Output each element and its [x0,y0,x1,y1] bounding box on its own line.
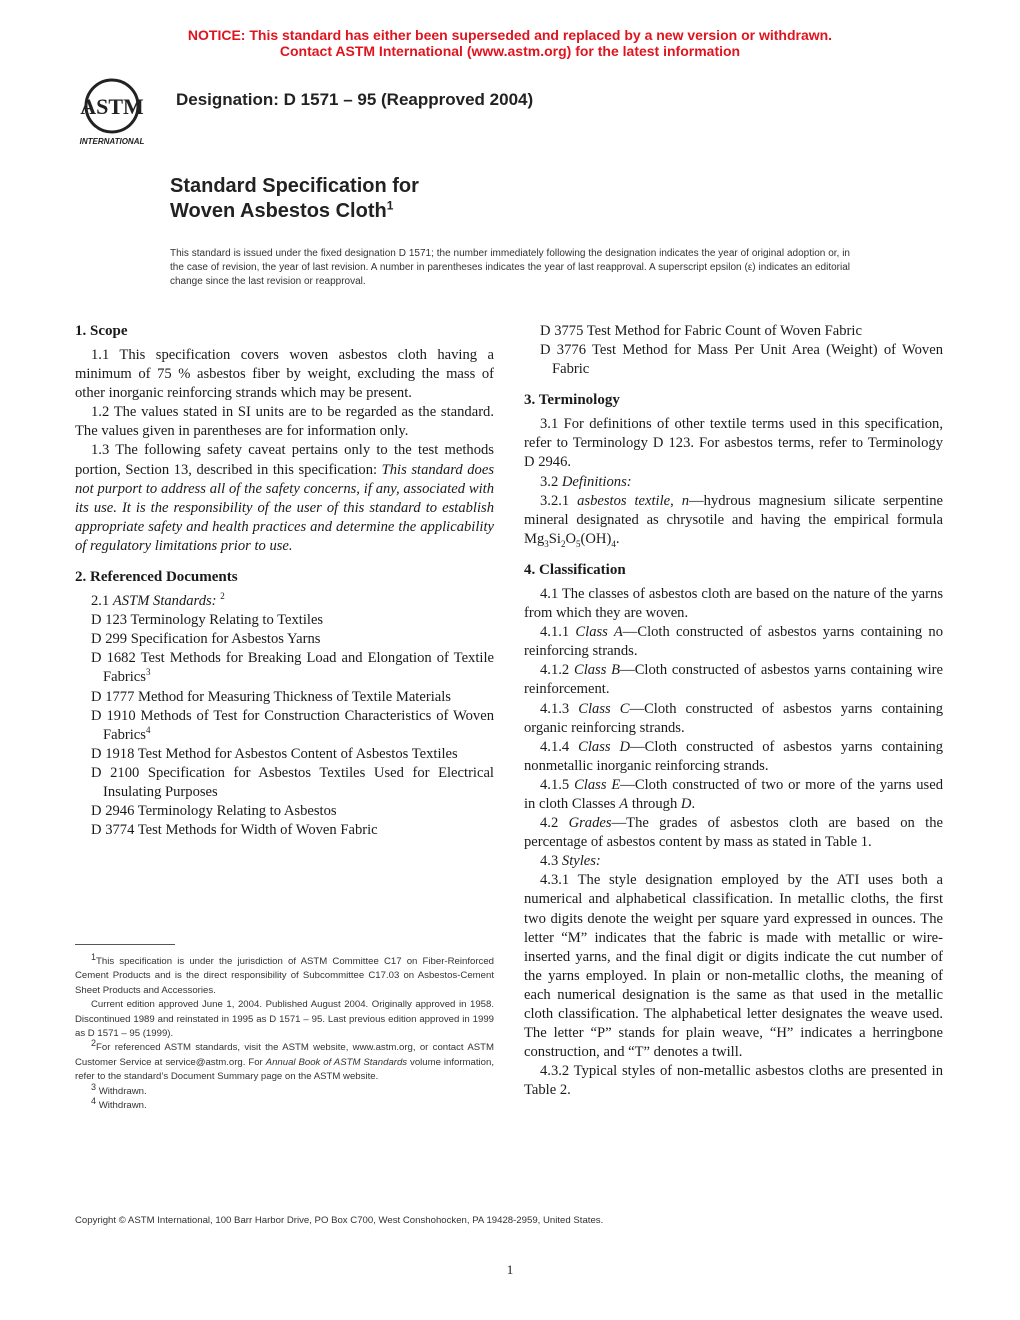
formula-sub: 2 [560,538,566,549]
ref-item: D 1777 Method for Measuring Thickness of Textile Materials [91,688,451,705]
para-num: 4.1.4 [540,738,579,755]
formula-part: O [565,530,576,547]
title-line-2 [170,199,419,224]
footnote-text: Withdrawn. [98,1100,147,1112]
para-num: 4.1.3 [540,700,579,717]
section-3-heading: 3. Terminology [524,392,620,409]
para-1-3 [75,441,494,556]
footnotes [75,951,494,1113]
footnote-4 [75,1095,494,1113]
para-1-1: 1.1 This specification covers woven asbestos cloth having a minimum of 75 % asbestos fiber by weight, excluding the mass of other inorganic reinforcing strands which may be present. [75,347,494,402]
ref-item: D 3774 Test Methods for Width of Woven Fabric [91,822,378,839]
para-num: 4.3 [540,853,562,870]
section-1-heading: 1. Scope [75,323,128,339]
class-text: —Cloth constructed of two or more of the yarns used in cloth Classes [524,776,943,812]
term: asbestos textile [577,492,671,509]
ref-item: D 3776 Test Method for Mass Per Unit Area (Weight) of Woven Fabric [540,342,943,378]
class-text: —Cloth constructed of asbestos yarns containing no reinforcing strands. [524,624,944,660]
astm-logo-icon [68,76,162,148]
formula-sub: 4 [611,538,616,549]
footnote-mark-3: 3 [145,667,151,678]
footnote-text: This specification is under the jurisdiction of ASTM Committee C17 on Fiber-Reinforced Cement Products and is the direct responsibility of Subcommittee C17.03 on Asbestos-Cement Sheet Products and Accessories. [75,956,494,996]
ref-item: D 299 Specification for Asbestos Yarns [91,631,321,648]
notice-line-2: Contact ASTM International (www.astm.org) for the latest information [279,43,741,59]
left-column [75,322,494,840]
footnote-text: volume information, refer to the standard’s Document Summary page on the ASTM website. [75,1056,494,1083]
ref-text: D 1910 Methods of Test for Construction Characteristics of Woven Fabrics [91,707,494,743]
section-4-heading: 4. Classification [524,561,626,578]
intro-text: This standard is issued under the fixed designation D 1571; the number immediately following the designation indicates the year of original adoption or, in the case of revision, the year of last revision. A number in parentheses indicates the year of last reapproval. A superscript epsilon (ε) indicates an editorial change since the last revision or reapproval. [170,248,850,287]
footnote-1b: Current edition approved June 1, 2004. Published August 2004. Originally approved in 1958. Discontinued 1989 and reinstated in 1995 as D 1571 – 95. Last previous edition approved in 1999 as D 1571 – 95 (1999). [75,999,494,1040]
para-3-2-1 [524,492,943,549]
safety-caveat: This standard does not purport to address all of the safety concerns, if any, associated with its use. It is the responsibility of the user of this standard to establish appropriate safety and health practices and determine the applicability of regulatory limitations prior to use. [75,461,494,554]
title-text: Woven Asbestos Cloth [170,200,387,222]
para-1-3-lead: 1.3 The following safety caveat pertains only to the test methods portion, Section 13, described in this specification: [75,442,494,478]
footnote-mark-2: 2 [220,591,225,602]
class-item [524,661,943,699]
para-4-1: 4.1 The classes of asbestos cloth are based on the nature of the yarns from which they are woven. [524,585,943,622]
part-of-speech: n [681,492,690,509]
astm-standards-num: 2.1 [91,593,113,610]
footnote-mark: 3 [91,1081,97,1092]
para-4-2 [524,814,943,852]
para-num: 4.1.1 [540,624,576,641]
page-title [170,174,419,224]
formula-sub: 3 [544,538,549,549]
class-label: Class B [573,662,621,679]
formula-part: (OH) [580,530,612,547]
formula-part: Si [548,530,561,547]
para-label: Definitions: [561,473,632,490]
footnote-text: For referenced ASTM standards, visit the ASTM website, www.astm.org, or contact ASTM Customer Service at service@astm.org. For [75,1042,494,1068]
ref-item: D 1918 Test Method for Asbestos Content of Asbestos Textiles [91,745,458,762]
copyright: Copyright © ASTM International, 100 Barr Harbor Drive, PO Box C700, West Conshohocken, PA 19428-2959, United States. [75,1215,604,1226]
designation: Designation: D 1571 – 95 (Reapproved 2004) [176,90,534,109]
page-number: 1 [506,1262,514,1277]
ref-item: D 2100 Specification for Asbestos Textiles Used for Electrical Insulating Purposes [91,764,494,800]
class-label: Class E [574,776,621,793]
para-label: Styles: [561,853,601,870]
footnote-italic: Annual Book of ASTM Standards [265,1056,408,1068]
astm-standards-text: ASTM Standards: [112,593,217,610]
class-label: Class C [578,700,630,717]
class-ref: D [680,795,692,812]
class-item [524,700,943,738]
class-ref: A [619,795,629,812]
para-num: 3.2 [540,473,562,490]
logo-subtext: INTERNATIONAL [79,137,145,146]
para-4-3 [524,852,943,871]
para-num: 4.1.2 [540,662,574,679]
ref-item [75,649,494,687]
class-text: through [628,795,681,812]
formula-sub: 5 [576,538,581,549]
right-column [524,322,943,1100]
definition-text: —hydrous magnesium silicate serpentine mineral designated as chrysotile and having the empirical formula Mg [524,492,943,547]
footnote-mark: 4 [91,1095,97,1106]
para-3-1: 3.1 For definitions of other textile terms used in this specification, refer to Terminology D 123. For asbestos terms, refer to Terminology D 2946. [524,416,943,471]
footnote-3 [75,1081,494,1099]
section-2-heading: 2. Referenced Documents [75,569,238,586]
para-num: 4.2 [540,815,569,832]
ref-item: D 3775 Test Method for Fabric Count of Woven Fabric [540,323,862,339]
class-label: Class D [578,738,631,755]
logo-text: ASTM [80,94,144,119]
title-line-1: Standard Specification for [170,175,419,197]
para-label: Grades [568,815,612,832]
ref-item: D 123 Terminology Relating to Textiles [91,612,324,629]
footnote-1 [75,951,494,998]
para-num: 4.1.5 [540,776,575,793]
footnote-mark: 1 [91,951,97,962]
para-3-2 [524,473,943,492]
class-item [524,776,943,814]
footnote-2 [75,1038,494,1084]
footnote-mark: 2 [91,1038,97,1049]
class-text: . [691,795,696,812]
para-text: —The grades of asbestos cloth are based on the percentage of asbestos content by mass as stated in Table 1. [524,815,943,851]
para-4-3-1: 4.3.1 The style designation employed by the ATI uses both a numerical and alphabetical classification. In metallic cloths, the first two digits denote the weight per square yard expressed in ounces. The letter “M” indicates that the fabric is made with metallic or wire-inserted yarns, and the final digit or digits indicate the cut number of the yarns employed. In plain or non-metallic cloths, the meaning of each numerical designation is the same as that used in the metallic cloth classification. The alphabetical letter designates the weave used. The letter “P” stands for plain weave, “H” indicates a herringbone construction, and “T” denotes a twill. [524,872,943,1061]
class-text: —Cloth constructed of asbestos yarns containing wire reinforcement. [524,662,943,698]
class-text: —Cloth constructed of asbestos yarns containing nonmetallic inorganic reinforcing strands. [524,738,943,774]
notice-line-1: NOTICE: This standard has either been superseded and replaced by a new version or withdrawn. [187,27,833,43]
para-4-3-2: 4.3.2 Typical styles of non-metallic asbestos cloths are presented in Table 2. [524,1063,943,1099]
astm-standards-label [75,592,494,611]
para-num: 3.2.1 [540,492,578,509]
ref-item: D 2946 Terminology Relating to Asbestos [91,803,337,820]
class-text: —Cloth constructed of asbestos yarns containing organic reinforcing strands. [524,700,943,736]
ref-text: D 1682 Test Methods for Breaking Load and Elongation of Textile Fabrics [91,650,494,686]
class-label: Class A [575,624,623,641]
para-1-2: 1.2 The values stated in SI units are to be regarded as the standard. The values given in parentheses are for information only. [75,404,494,440]
footnote-divider [75,944,175,945]
formula-end: . [615,530,620,547]
notice-banner [0,27,1020,59]
footnote-text: Withdrawn. [98,1085,147,1097]
ref-item [75,707,494,745]
title-footnote-mark: 1 [386,198,394,213]
term-separator: , [670,492,682,509]
class-item [524,738,943,776]
footnote-mark-4: 4 [145,724,151,735]
class-item [524,623,943,661]
